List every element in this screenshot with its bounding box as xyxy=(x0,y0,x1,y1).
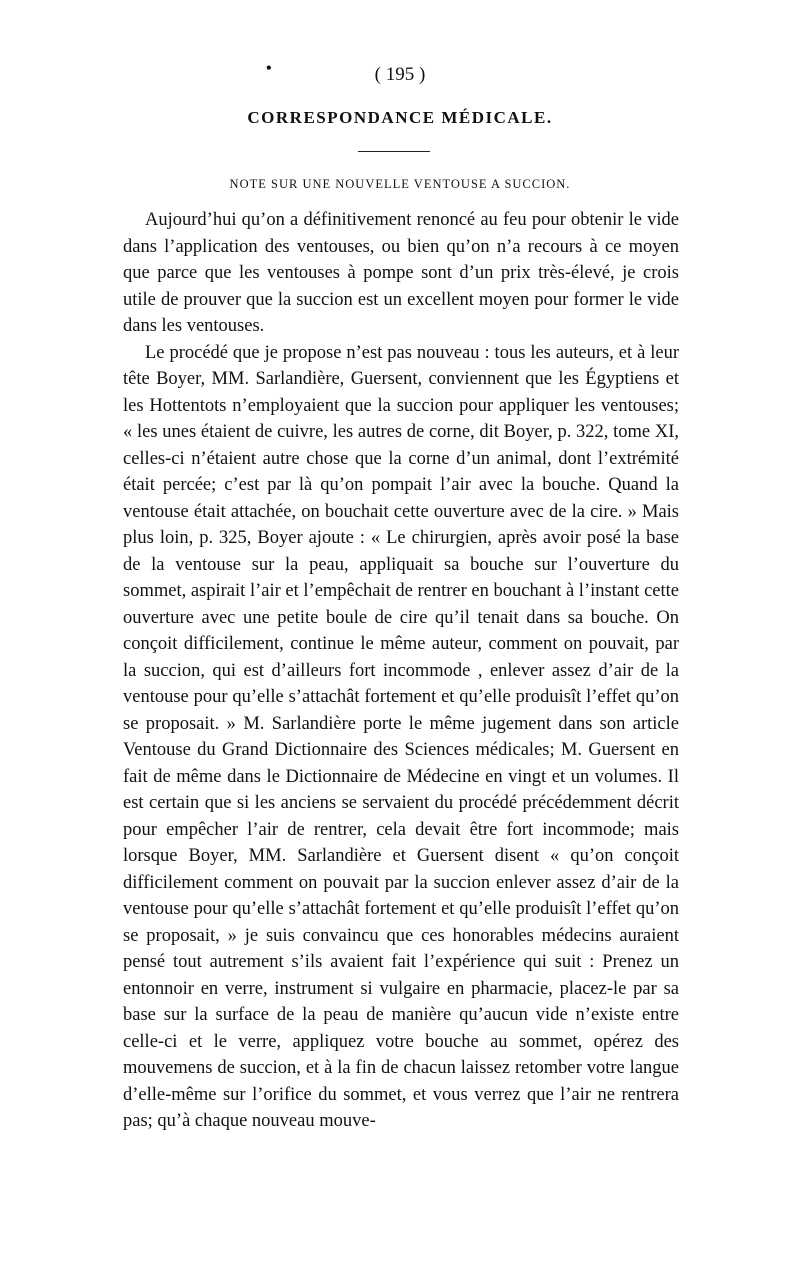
section-title: CORRESPONDANCE MÉDICALE. xyxy=(247,108,553,127)
article-body xyxy=(123,207,679,1135)
printer-mark: • xyxy=(266,60,272,77)
paragraph-1: Aujourd’hui qu’on a définitivement renoncé au feu pour obtenir le vide dans l’application des ventouses, ou bien qu’on n’a recours à ce moyen que parce que les ventouses à pompe sont d’un prix très-élevé, je crois utile de prouver que la succion est un excellent moyen pour former le vide dans les ventouses. xyxy=(123,210,679,336)
paragraph-2: Le procédé que je propose n’est pas nouveau : tous les auteurs, et à leur tête Boyer, MM. Sarlandière, Guersent, conviennent que les Égyptiens et les Hottentots n’employaient que la succion pour appliquer les ventouses; « les unes étaient de cuivre, les autres de corne, dit Boyer, p. 322, tome XI, celles-ci n’étaient autre chose que la corne d’un animal, dont l’extrémité était percée; c’est par là qu’on pompait l’air avec la bouche. Quand la ventouse était attachée, on bouchait cette ouverture avec de la cire. » Mais plus loin, p. 325, Boyer ajoute : « Le chirurgien, après avoir posé la base de la ventouse sur la peau, appliquait sa bouche sur l’ouverture du sommet, aspirait l’air et l’empêchait de rentrer en bouchant à l’instant cette ouverture avec une petite boule de cire qu’il tenait dans sa bouche. On conçoit difficilement, continue le même auteur, comment on pouvait, par la succion, qui est d’ailleurs fort incommode , enlever assez d’air de la ventouse pour qu’elle s’attachât fortement et qu’elle produisît l’effet qu’on se proposait. » M. Sarlandière porte le même jugement dans son article Ventouse du Grand Dictionnaire des Sciences médicales; M. Guersent en fait de même dans le Dictionnaire de Médecine en vingt et un volumes. Il est certain que si les anciens se servaient du procédé précédemment décrit pour empêcher l’air de rentrer, cela devait être fort incommode; mais lorsque Boyer, MM. Sarlandière et Guersent disent « qu’on conçoit difficilement comment on pouvait par la succion enlever assez d’air de la ventouse pour qu’elle s’attachât fortement et qu’elle produisît l’effet qu’on se proposait, » je suis convaincu que ces honorables médecins auraient pensé tout autrement s’ils avaient fait l’expérience qui suit : Prenez un entonnoir en verre, instrument si vulgaire en pharmacie, placez-le par sa base sur la surface de la peau de manière qu’aucun vide n’existe entre celle-ci et le verre, appliquez votre bouche au sommet, opérez des mouvemens de succion, et à la fin de chacun laissez retomber votre langue d’elle-même sur l’orifice du sommet, et vous verrez que l’air ne rentrera pas; qu’à chaque nouveau mouve- xyxy=(123,342,679,1131)
divider-rule xyxy=(358,151,430,152)
article-title: NOTE SUR UNE NOUVELLE VENTOUSE A SUCCION. xyxy=(229,177,571,191)
page-number: ( 195 ) xyxy=(374,64,426,85)
